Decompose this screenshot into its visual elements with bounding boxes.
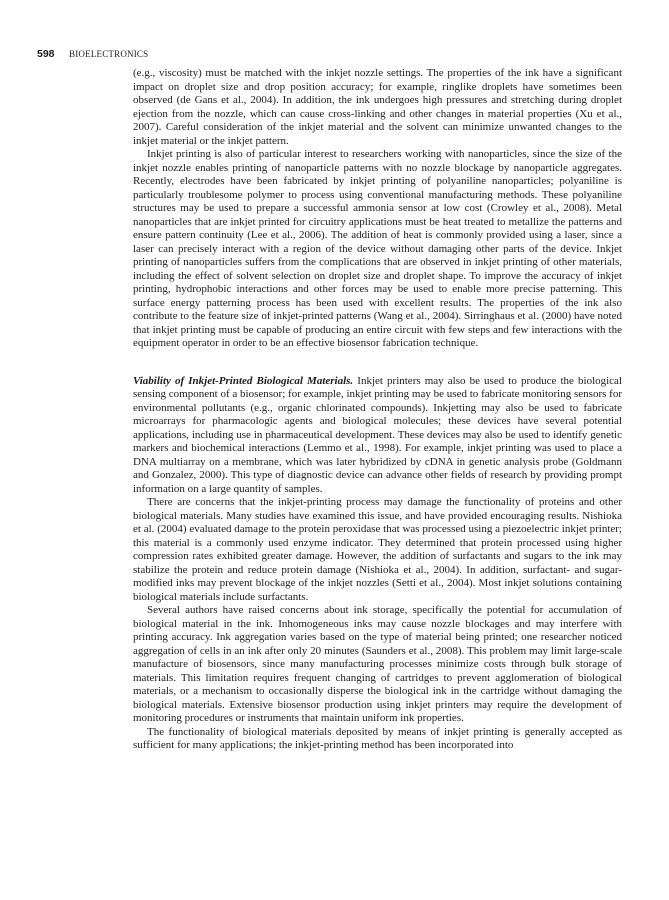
paragraph-protein-damage: There are concerns that the inkjet-printing process may damage the functionality of proteins and other biological materials. Many studies have examined this issue, and have provided encouraging results. Nishioka et al. (2004) evaluated damage to the protein peroxidase that was processed using a piezoelectric inkjet printer; this material is a commonly used enzyme indicator. They determined that protein processed using higher compression rates exhibited greater damage. However, the addition of surfactants and sugars to the ink may stabilize the protein and reduce protein damage (Nishioka et al., 2004). In addition, surfactant- and sugar-modified inks may prevent blockage of the inkjet nozzles (Setti et al., 2004). Most inkjet solutions containing biological materials include surfactants. <box>133 496 622 603</box>
paragraph-nanoparticles: Inkjet printing is also of particular interest to researchers working with nanoparticles, since the size of the inkjet nozzle enables printing of nanoparticle patterns with no nozzle blockage by nanoparticle aggregates. Recently, electrodes have been fabricated by inkjet printing of polyaniline nanoparticles; polyaniline is particularly troublesome polymer to process using conventional manufacturing methods. These polyaniline structures may be used to prepare a successful ammonia sensor at low cost (Crowley et al., 2008). Metal nanoparticles that are inkjet printed for circuitry applications must be heat treated to metallize the patterns and ensure pattern continuity (Lee et al., 2006). The addition of heat is commonly provided using a laser, since a laser can precisely interact with a region of the device without damaging other parts of the device. Inkjet printing of nanoparticles suffers from the complications that are observed in inkjet printing of other materials, including the effect of solvent selection on droplet size and droplet shape. To improve the accuracy of inkjet printing, hydrophobic interactions and other forces may be used to enable more precise patterning. This surface energy patterning process has been used with excellent results. The properties of the ink also contribute to the feature size of inkjet-printed patterns (Wang et al., 2004). Sirringhaus et al. (2000) have noted that inkjet printing must be capable of producing an entire circuit with few steps and few interactions with the equipment operator in order to be an effective biosensor fabrication technique. <box>133 148 622 349</box>
section-intro-text: Inkjet printers may also be used to produce the biological sensing component of a biosensor; for example, inkjet printing may be used to fabricate monitoring sensors for environmental pollutants (e.g., organic chlorinated compounds). Inkjetting may also be used to fabricate microarrays for pharmacologic agents and biological molecules; these devices have several potential applications, including use in pharmaceutical development. These devices may also be used to identify genetic markers and biochemical interactions (Lemmo et al., 1998). For example, inkjet printing was used to place a DNA multiarray on a membrane, which was later hybridized by cDNA in genetic analysis probe (Goldmann and Gonzalez, 2000). This type of diagnostic device can advance other fields of research by providing prompt information on a large quantity of samples. <box>133 374 622 495</box>
paragraph-continued: (e.g., viscosity) must be matched with the inkjet nozzle settings. The properties of the ink have a significant impact on droplet size and drop position accuracy; for example, ringlike droplets have sometimes been observed (de Gans et al., 2004). In addition, the ink undergoes high pressures and stretching during droplet ejection from the nozzle, which can cause cross-linking and other changes in material properties (Xu et al., 2007). Careful consideration of the inkjet material and the solvent can minimize unwanted changes to the inkjet material or the inkjet pattern. <box>133 67 622 147</box>
running-title: BIOELECTRONICS <box>69 49 149 59</box>
paragraph-functionality: The functionality of biological materials deposited by means of inkjet printing is generally accepted as sufficient for many applications; the inkjet-printing method has been incorporated into <box>133 725 622 751</box>
section-heading: Viability of Inkjet-Printed Biological Materials. <box>133 374 354 387</box>
body-text <box>133 67 622 753</box>
running-head <box>37 48 637 61</box>
paragraph-ink-storage: Several authors have raised concerns about ink storage, specifically the potential for accumulation of biological material in the ink. Inhomogeneous inks may cause nozzle blockages and may interfere with printing accuracy. Ink aggregation varies based on the type of material being printed; one researcher noticed aggregation of cells in an ink after only 20 minutes (Saunders et al., 2008). This problem may limit large-scale manufacture of biosensors, since many manufacturing processes minimize costs through bulk storage of materials. This limitation requires frequent changing of cartridges to prevent agglomeration of biological materials, or a mechanism to occasionally disperse the biological ink in the cartridge without damaging the biological materials. Extensive biosensor production using inkjet printers may require the development of monitoring procedures or instruments that maintain uniform ink properties. <box>133 604 622 724</box>
section-viability-first-paragraph <box>133 375 622 497</box>
page-number: 598 <box>37 48 55 60</box>
